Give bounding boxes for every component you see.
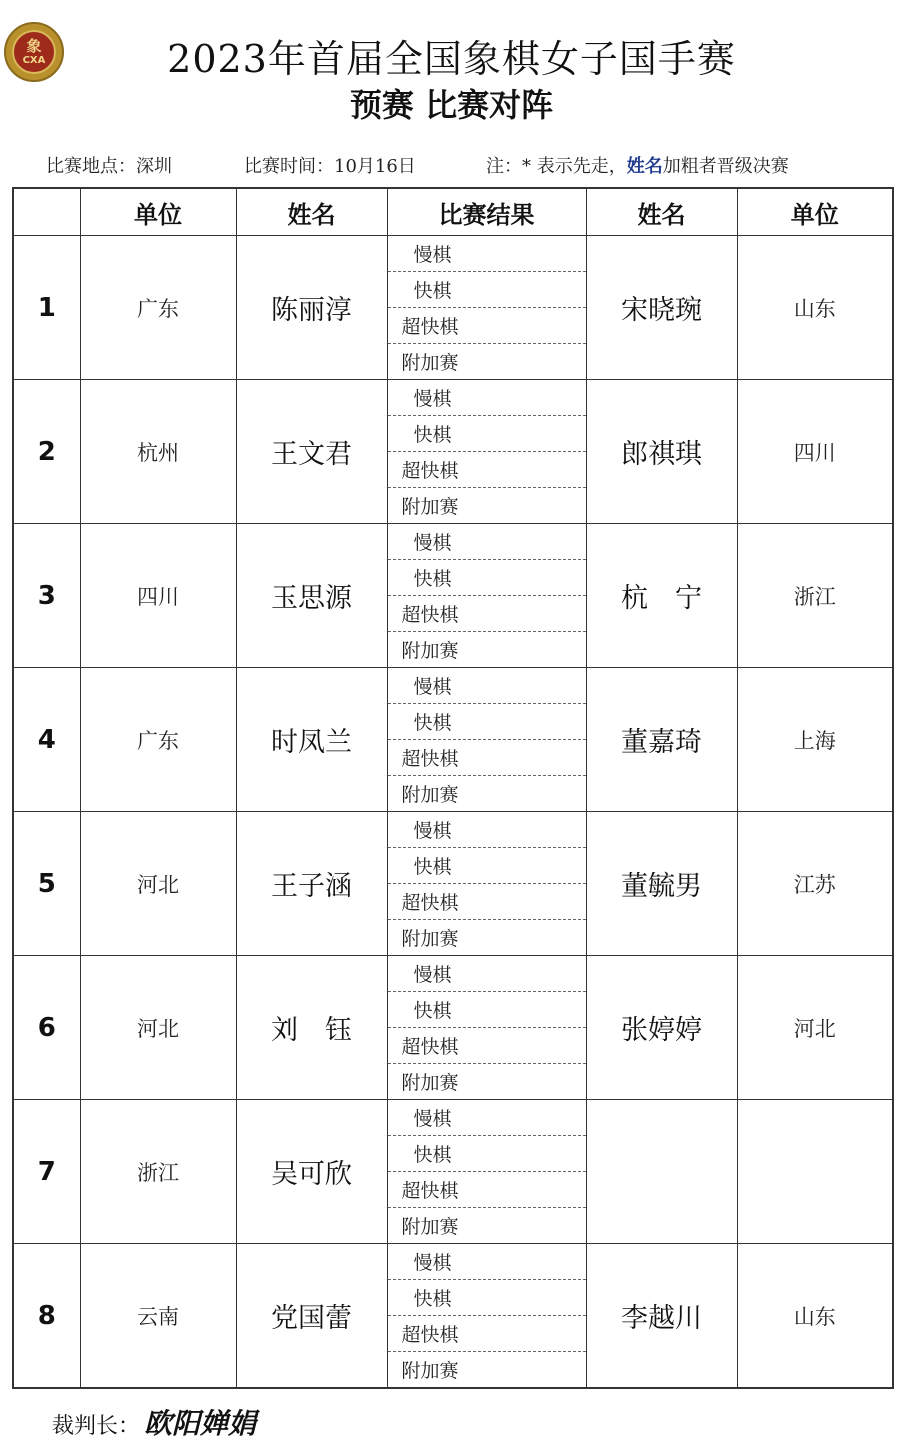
unit-a: 广东 <box>80 668 236 812</box>
venue-info: 比赛地点：深圳 <box>46 156 172 177</box>
match-row <box>13 380 893 524</box>
unit-b: 上海 <box>737 668 893 812</box>
unit-a: 河北 <box>80 956 236 1100</box>
page-subtitle: 预赛 比赛对阵 <box>349 86 554 124</box>
match-body <box>13 236 893 1389</box>
unit-b: 河北 <box>737 956 893 1100</box>
header-name-b: 姓名 <box>586 188 737 236</box>
match-number: 6 <box>13 956 80 1100</box>
result-list <box>388 236 586 379</box>
match-row <box>13 236 893 380</box>
note-suffix: 加粗者晋级决赛 <box>662 156 789 177</box>
player-b-name: 李越川 <box>586 1244 737 1389</box>
result-label: 快棋 <box>388 1136 586 1172</box>
result-label: 附加赛 <box>401 352 459 374</box>
player-b-name: 宋晓琬 <box>586 236 737 380</box>
result-label: 附加赛 <box>401 640 459 662</box>
result-label: 慢棋 <box>388 812 586 848</box>
referee-name: 欧阳婵娟 <box>144 1407 257 1440</box>
unit-a: 杭州 <box>80 380 236 524</box>
note-info <box>486 152 789 178</box>
result-label: 超快棋 <box>388 452 586 488</box>
match-number: 5 <box>13 812 80 956</box>
match-row <box>13 668 893 812</box>
result-label: 超快棋 <box>388 740 586 776</box>
result-list <box>388 668 586 811</box>
logo-glyph: 象 <box>26 37 42 55</box>
player-b-name: 郎祺琪 <box>586 380 737 524</box>
result-list <box>388 1100 586 1243</box>
unit-a: 四川 <box>80 524 236 668</box>
unit-a: 河北 <box>80 812 236 956</box>
result-list <box>388 812 586 955</box>
result-label: 慢棋 <box>388 956 586 992</box>
match-number: 3 <box>13 524 80 668</box>
note-prefix: 注：* 表示先走， <box>486 156 627 177</box>
player-b-name: 董毓男 <box>586 812 737 956</box>
player-a-name: 王子涵 <box>236 812 387 956</box>
result-label: 附加赛 <box>401 1216 459 1238</box>
result-list <box>388 1244 586 1387</box>
result-label: 慢棋 <box>388 1100 586 1136</box>
unit-a: 浙江 <box>80 1100 236 1244</box>
time-info: 比赛时间：10月16日 <box>244 156 416 177</box>
result-label: 附加赛 <box>401 784 459 806</box>
chief-referee <box>52 1402 256 1442</box>
header-unit-b: 单位 <box>737 188 893 236</box>
unit-a: 广东 <box>80 236 236 380</box>
unit-b: 四川 <box>737 380 893 524</box>
result-label: 附加赛 <box>401 928 459 950</box>
result-label: 慢棋 <box>388 236 586 272</box>
match-number: 2 <box>13 380 80 524</box>
result-cell <box>387 380 586 524</box>
unit-b: 江苏 <box>737 812 893 956</box>
result-list <box>388 956 586 1099</box>
match-table <box>12 187 894 1389</box>
match-row <box>13 812 893 956</box>
player-a-name: 玉思源 <box>236 524 387 668</box>
result-cell <box>387 956 586 1100</box>
player-b-name: 张婷婷 <box>586 956 737 1100</box>
unit-b: 山东 <box>737 236 893 380</box>
result-label: 附加赛 <box>401 496 459 518</box>
match-number: 1 <box>13 236 80 380</box>
match-row <box>13 956 893 1100</box>
result-label: 慢棋 <box>388 1244 586 1280</box>
player-a-name: 党国蕾 <box>236 1244 387 1389</box>
result-label: 快棋 <box>388 992 586 1028</box>
header-result: 比赛结果 <box>387 188 586 236</box>
unit-b: 浙江 <box>737 524 893 668</box>
match-number: 4 <box>13 668 80 812</box>
match-number: 8 <box>13 1244 80 1389</box>
unit-a: 云南 <box>80 1244 236 1389</box>
result-list <box>388 380 586 523</box>
result-label: 超快棋 <box>388 308 586 344</box>
result-label: 超快棋 <box>388 1316 586 1352</box>
result-label: 慢棋 <box>388 524 586 560</box>
logo-text: CXA <box>22 55 46 66</box>
player-a-name: 时凤兰 <box>236 668 387 812</box>
result-cell <box>387 1100 586 1244</box>
result-label: 快棋 <box>388 848 586 884</box>
player-a-name: 刘 钰 <box>236 956 387 1100</box>
result-label: 慢棋 <box>388 380 586 416</box>
player-b-name: 杭 宁 <box>586 524 737 668</box>
unit-b: 山东 <box>737 1244 893 1389</box>
referee-label: 裁判长： <box>52 1414 141 1439</box>
match-row <box>13 1244 893 1389</box>
result-label: 快棋 <box>388 1280 586 1316</box>
result-label: 快棋 <box>388 704 586 740</box>
header-blank <box>13 188 80 236</box>
result-label: 附加赛 <box>401 1360 459 1382</box>
player-a-name: 王文君 <box>236 380 387 524</box>
match-row <box>13 1100 893 1244</box>
result-cell <box>387 668 586 812</box>
result-label: 超快棋 <box>388 1172 586 1208</box>
player-a-name: 吴可欣 <box>236 1100 387 1244</box>
result-label: 快棋 <box>388 272 586 308</box>
result-cell <box>387 524 586 668</box>
match-number: 7 <box>13 1100 80 1244</box>
match-row <box>13 524 893 668</box>
page-title: 2023年首届全国象棋女子国手赛 <box>167 37 736 81</box>
result-label: 附加赛 <box>401 1072 459 1094</box>
header-row <box>13 188 893 236</box>
result-label: 快棋 <box>388 560 586 596</box>
player-a-name: 陈丽淳 <box>236 236 387 380</box>
result-label: 慢棋 <box>388 668 586 704</box>
header-unit-a: 单位 <box>80 188 236 236</box>
result-label: 超快棋 <box>388 884 586 920</box>
unit-b <box>737 1100 893 1244</box>
result-list <box>388 524 586 667</box>
note-bold: 姓名 <box>626 156 663 177</box>
player-b-name <box>586 1100 737 1244</box>
result-label: 快棋 <box>388 416 586 452</box>
result-cell <box>387 812 586 956</box>
result-cell <box>387 236 586 380</box>
header-name-a: 姓名 <box>236 188 387 236</box>
result-label: 超快棋 <box>388 596 586 632</box>
result-cell <box>387 1244 586 1389</box>
result-label: 超快棋 <box>388 1028 586 1064</box>
player-b-name: 董嘉琦 <box>586 668 737 812</box>
